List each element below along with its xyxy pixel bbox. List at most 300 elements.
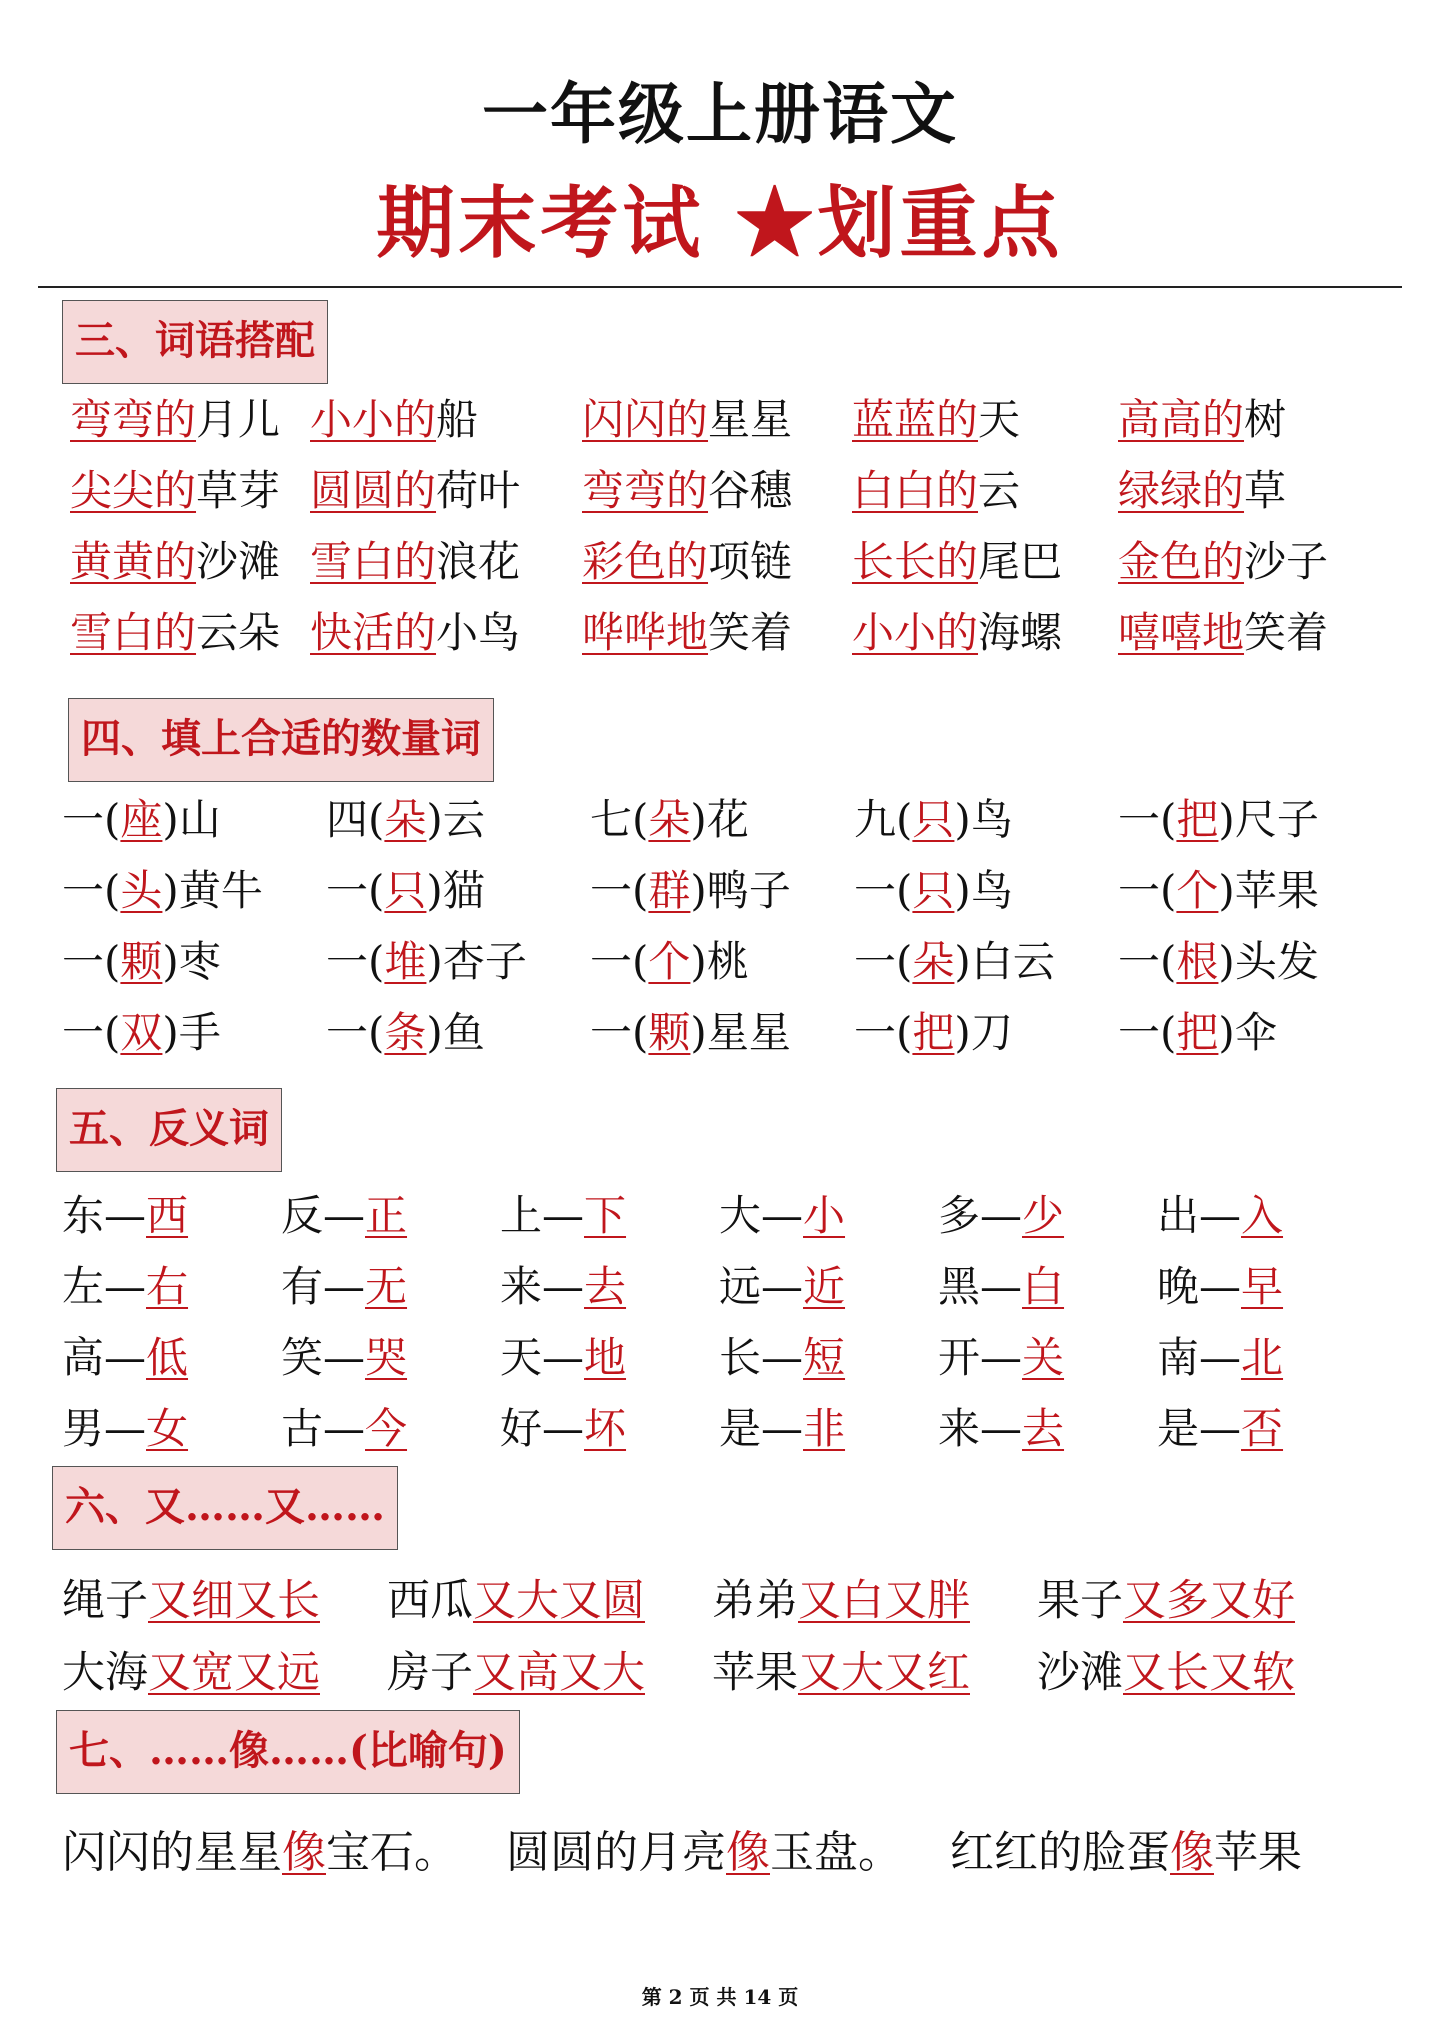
simile-word: 像	[726, 1827, 770, 1878]
word-pair	[1118, 466, 1358, 537]
measure-word-answer: 座	[120, 795, 163, 844]
close-paren: )	[690, 937, 707, 986]
antonym-pair	[62, 1262, 281, 1333]
noun-text: 船	[436, 395, 479, 444]
antonym-answer: 早	[1241, 1262, 1284, 1311]
antonym-pair	[500, 1333, 719, 1404]
section-heading-word-pairing: 三、词语搭配	[62, 300, 328, 384]
measure-word-item	[590, 1008, 854, 1079]
antonym-pair	[281, 1191, 500, 1262]
modifier-answer: 弯弯的	[70, 395, 197, 444]
antonym-pair	[281, 1262, 500, 1333]
phrase-answer: 又白又胖	[798, 1576, 970, 1626]
word-text: 南—	[1157, 1333, 1242, 1382]
antonym-pair	[938, 1262, 1157, 1333]
antonym-pair	[1157, 1404, 1317, 1475]
measure-word-answer: 把	[912, 1008, 955, 1057]
noun-text: 山	[178, 795, 221, 844]
word-text: 黑—	[938, 1262, 1023, 1311]
number-text: 一	[62, 795, 105, 844]
word-text: 开—	[938, 1333, 1023, 1382]
word-text: 来—	[500, 1262, 585, 1311]
subject-text: 圆圆的月亮	[506, 1827, 726, 1878]
measure-word-answer: 只	[912, 866, 955, 915]
number-text: 一	[326, 937, 369, 986]
page-footer: 第 2 页 共 14 页	[641, 1985, 799, 2009]
noun-text: 弟弟	[712, 1576, 798, 1626]
section-heading-measure-words: 四、填上合适的数量词	[68, 698, 494, 782]
noun-text: 沙滩	[196, 537, 281, 586]
modifier-answer: 雪白的	[310, 537, 437, 586]
close-paren: )	[690, 795, 707, 844]
noun-text: 刀	[970, 1008, 1013, 1057]
word-text: 远—	[719, 1262, 804, 1311]
open-paren: (	[104, 1008, 121, 1057]
antonym-pair	[62, 1191, 281, 1262]
noun-text: 星星	[706, 1008, 791, 1057]
antonym-pair	[500, 1262, 719, 1333]
phrase-answer: 又长又软	[1123, 1648, 1295, 1698]
word-text: 左—	[62, 1262, 147, 1311]
modifier-answer: 尖尖的	[70, 466, 197, 515]
open-paren: (	[896, 937, 913, 986]
you-you-item	[1037, 1576, 1317, 1648]
modifier-answer: 蓝蓝的	[852, 395, 979, 444]
word-text: 反—	[281, 1191, 366, 1240]
antonym-pair	[1157, 1191, 1317, 1262]
page-subtitle: 期末考试 ★划重点	[376, 178, 1064, 269]
number-text: 一	[590, 1008, 633, 1057]
noun-text: 房子	[387, 1648, 473, 1698]
close-paren: )	[162, 795, 179, 844]
section-heading-you-you: 六、又……又……	[52, 1466, 398, 1550]
antonym-answer: 入	[1241, 1191, 1284, 1240]
word-pair	[310, 608, 582, 679]
word-pair	[70, 466, 310, 537]
word-pair	[852, 608, 1118, 679]
word-pair	[310, 466, 582, 537]
modifier-answer: 快活的	[310, 608, 437, 657]
antonym-answer: 今	[365, 1404, 408, 1453]
number-text: 一	[1118, 1008, 1161, 1057]
noun-text: 荷叶	[436, 466, 521, 515]
noun-text: 海螺	[978, 608, 1063, 657]
modifier-answer: 弯弯的	[582, 466, 709, 515]
antonym-answer: 非	[803, 1404, 846, 1453]
measure-word-item	[62, 866, 326, 937]
close-paren: )	[954, 866, 971, 915]
open-paren: (	[1160, 1008, 1177, 1057]
noun-text: 猫	[442, 866, 485, 915]
noun-text: 云	[978, 466, 1021, 515]
noun-text: 笑着	[1244, 608, 1329, 657]
measure-word-item	[326, 937, 590, 1008]
number-text: 一	[590, 937, 633, 986]
antonym-answer: 白	[1022, 1262, 1065, 1311]
antonym-answer: 坏	[584, 1404, 627, 1453]
word-text: 东—	[62, 1191, 147, 1240]
modifier-answer: 雪白的	[70, 608, 197, 657]
word-text: 有—	[281, 1262, 366, 1311]
phrase-answer: 又宽又远	[148, 1648, 320, 1698]
noun-text: 云	[442, 795, 485, 844]
simile-word: 像	[1170, 1827, 1214, 1878]
noun-text: 鸭子	[706, 866, 791, 915]
word-pair	[582, 466, 852, 537]
modifier-answer: 小小的	[310, 395, 437, 444]
you-you-grid	[62, 1576, 1317, 1720]
word-text: 出—	[1157, 1191, 1242, 1240]
antonyms-grid	[62, 1191, 1317, 1475]
measure-word-answer: 朵	[912, 937, 955, 986]
word-text: 是—	[719, 1404, 804, 1453]
close-paren: )	[1218, 1008, 1235, 1057]
measure-word-item	[62, 937, 326, 1008]
phrase-answer: 又大又红	[798, 1648, 970, 1698]
noun-text: 浪花	[436, 537, 521, 586]
word-text: 来—	[938, 1404, 1023, 1453]
subject-text: 闪闪的星星	[62, 1827, 282, 1878]
antonym-answer: 否	[1241, 1404, 1284, 1453]
antonym-answer: 去	[1022, 1404, 1065, 1453]
you-you-item	[62, 1576, 387, 1648]
antonym-pair	[719, 1333, 938, 1404]
close-paren: )	[690, 1008, 707, 1057]
antonym-pair	[500, 1191, 719, 1262]
open-paren: (	[896, 866, 913, 915]
antonym-answer: 哭	[365, 1333, 408, 1382]
you-you-item	[387, 1576, 712, 1648]
antonym-pair	[1157, 1333, 1317, 1404]
antonym-pair	[719, 1191, 938, 1262]
close-paren: )	[954, 795, 971, 844]
close-paren: )	[162, 937, 179, 986]
page-title: 一年级上册语文	[482, 75, 958, 153]
phrase-answer: 又细又长	[148, 1576, 320, 1626]
antonym-pair	[938, 1191, 1157, 1262]
close-paren: )	[426, 795, 443, 844]
noun-text: 桃	[706, 937, 749, 986]
phrase-answer: 又高又大	[473, 1648, 645, 1698]
noun-text: 天	[978, 395, 1021, 444]
you-you-item	[712, 1648, 1037, 1720]
close-paren: )	[426, 1008, 443, 1057]
measure-word-item	[1118, 866, 1358, 937]
antonym-pair	[938, 1333, 1157, 1404]
word-pair	[582, 537, 852, 608]
number-text: 一	[326, 866, 369, 915]
open-paren: (	[896, 1008, 913, 1057]
antonym-answer: 近	[803, 1262, 846, 1311]
antonym-pair	[62, 1404, 281, 1475]
close-paren: )	[1218, 866, 1235, 915]
word-text: 天—	[500, 1333, 585, 1382]
word-pair	[1118, 537, 1358, 608]
measure-word-answer: 堆	[384, 937, 427, 986]
phrase-answer: 又多又好	[1123, 1576, 1295, 1626]
noun-text: 树	[1244, 395, 1287, 444]
word-text: 好—	[500, 1404, 585, 1453]
open-paren: (	[368, 795, 385, 844]
measure-word-item	[62, 1008, 326, 1079]
measure-word-item	[62, 795, 326, 866]
modifier-answer: 绿绿的	[1118, 466, 1245, 515]
antonym-answer: 下	[584, 1191, 627, 1240]
noun-text: 鱼	[442, 1008, 485, 1057]
noun-text: 西瓜	[387, 1576, 473, 1626]
antonym-answer: 地	[584, 1333, 627, 1382]
noun-text: 枣	[178, 937, 221, 986]
measure-word-answer: 把	[1176, 1008, 1219, 1057]
word-pair	[852, 466, 1118, 537]
measure-word-item	[326, 1008, 590, 1079]
noun-text: 尺子	[1234, 795, 1319, 844]
noun-text: 大海	[62, 1648, 148, 1698]
word-text: 长—	[719, 1333, 804, 1382]
word-text: 多—	[938, 1191, 1023, 1240]
measure-word-item	[590, 795, 854, 866]
measure-word-answer: 颗	[648, 1008, 691, 1057]
close-paren: )	[690, 866, 707, 915]
modifier-answer: 彩色的	[582, 537, 709, 586]
antonym-answer: 小	[803, 1191, 846, 1240]
antonym-pair	[500, 1404, 719, 1475]
measure-word-item	[326, 795, 590, 866]
section-heading-simile: 七、……像……(比喻句)	[56, 1710, 520, 1794]
close-paren: )	[954, 937, 971, 986]
open-paren: (	[632, 937, 649, 986]
close-paren: )	[1218, 937, 1235, 986]
measure-word-item	[854, 937, 1118, 1008]
noun-text: 云朵	[196, 608, 281, 657]
close-paren: )	[954, 1008, 971, 1057]
measure-word-answer: 双	[120, 1008, 163, 1057]
measure-word-answer: 条	[384, 1008, 427, 1057]
antonym-answer: 正	[365, 1191, 408, 1240]
measure-word-answer: 朵	[384, 795, 427, 844]
word-pair	[70, 395, 310, 466]
antonym-answer: 关	[1022, 1333, 1065, 1382]
antonym-pair	[62, 1333, 281, 1404]
word-pair	[1118, 608, 1358, 679]
noun-text: 谷穗	[708, 466, 793, 515]
antonym-answer: 右	[146, 1262, 189, 1311]
antonym-answer: 无	[365, 1262, 408, 1311]
noun-text: 月儿	[196, 395, 281, 444]
modifier-answer: 黄黄的	[70, 537, 197, 586]
word-text: 高—	[62, 1333, 147, 1382]
antonym-pair	[281, 1333, 500, 1404]
number-text: 一	[62, 866, 105, 915]
word-text: 古—	[281, 1404, 366, 1453]
modifier-answer: 长长的	[852, 537, 979, 586]
noun-text: 苹果	[1234, 866, 1319, 915]
noun-text: 头发	[1234, 937, 1319, 986]
word-pairing-grid	[70, 395, 1358, 679]
noun-text: 苹果	[712, 1648, 798, 1698]
measure-word-item	[326, 866, 590, 937]
word-text: 是—	[1157, 1404, 1242, 1453]
number-text: 一	[854, 866, 897, 915]
measure-word-answer: 个	[648, 937, 691, 986]
close-paren: )	[426, 866, 443, 915]
number-text: 七	[590, 795, 633, 844]
noun-text: 鸟	[970, 866, 1013, 915]
noun-text: 杏子	[442, 937, 527, 986]
word-pair	[70, 608, 310, 679]
noun-text: 绳子	[62, 1576, 148, 1626]
antonym-answer: 女	[146, 1404, 189, 1453]
open-paren: (	[104, 866, 121, 915]
close-paren: )	[1218, 795, 1235, 844]
noun-text: 沙子	[1244, 537, 1329, 586]
antonym-answer: 北	[1241, 1333, 1284, 1382]
measure-word-item	[854, 795, 1118, 866]
measure-word-answer: 只	[384, 866, 427, 915]
number-text: 一	[1118, 866, 1161, 915]
word-pair	[70, 537, 310, 608]
modifier-answer: 金色的	[1118, 537, 1245, 586]
noun-text: 草芽	[196, 466, 281, 515]
number-text: 一	[590, 866, 633, 915]
you-you-item	[1037, 1648, 1317, 1720]
close-paren: )	[162, 866, 179, 915]
noun-text: 小鸟	[436, 608, 521, 657]
object-text: 玉盘。	[770, 1827, 902, 1878]
noun-text: 手	[178, 1008, 221, 1057]
open-paren: (	[632, 866, 649, 915]
measure-word-answer: 群	[648, 866, 691, 915]
measure-word-item	[1118, 795, 1358, 866]
word-pair	[852, 395, 1118, 466]
measure-word-item	[854, 866, 1118, 937]
close-paren: )	[162, 1008, 179, 1057]
word-text: 晚—	[1157, 1262, 1242, 1311]
number-text: 九	[854, 795, 897, 844]
simile-word: 像	[282, 1827, 326, 1878]
measure-word-item	[1118, 937, 1358, 1008]
number-text: 一	[62, 937, 105, 986]
modifier-answer: 圆圆的	[310, 466, 437, 515]
open-paren: (	[368, 866, 385, 915]
open-paren: (	[632, 795, 649, 844]
modifier-answer: 白白的	[852, 466, 979, 515]
word-pair	[852, 537, 1118, 608]
title-divider	[38, 286, 1402, 288]
antonym-pair	[1157, 1262, 1317, 1333]
open-paren: (	[104, 795, 121, 844]
modifier-answer: 小小的	[852, 608, 979, 657]
word-text: 大—	[719, 1191, 804, 1240]
open-paren: (	[1160, 866, 1177, 915]
open-paren: (	[368, 937, 385, 986]
noun-text: 星星	[708, 395, 793, 444]
word-text: 笑—	[281, 1333, 366, 1382]
noun-text: 白云	[970, 937, 1055, 986]
antonym-answer: 去	[584, 1262, 627, 1311]
noun-text: 黄牛	[178, 866, 263, 915]
measure-word-answer: 头	[120, 866, 163, 915]
measure-word-item	[854, 1008, 1118, 1079]
modifier-answer: 闪闪的	[582, 395, 709, 444]
antonym-answer: 西	[146, 1191, 189, 1240]
measure-words-grid	[62, 795, 1358, 1079]
modifier-answer: 高高的	[1118, 395, 1245, 444]
you-you-item	[712, 1576, 1037, 1648]
subject-text: 红红的脸蛋	[950, 1827, 1170, 1878]
modifier-answer: 嘻嘻地	[1118, 608, 1245, 657]
number-text: 一	[854, 937, 897, 986]
measure-word-answer: 颗	[120, 937, 163, 986]
word-pair	[310, 395, 582, 466]
measure-word-answer: 个	[1176, 866, 1219, 915]
number-text: 一	[854, 1008, 897, 1057]
number-text: 一	[326, 1008, 369, 1057]
number-text: 一	[1118, 795, 1161, 844]
object-text: 苹果	[1214, 1827, 1302, 1878]
open-paren: (	[1160, 795, 1177, 844]
measure-word-item	[1118, 1008, 1358, 1079]
measure-word-item	[590, 937, 854, 1008]
word-pair	[582, 608, 852, 679]
noun-text: 项链	[708, 537, 793, 586]
simile-sentence	[506, 1825, 902, 1881]
simile-sentences	[62, 1825, 1350, 1881]
open-paren: (	[104, 937, 121, 986]
measure-word-answer: 只	[912, 795, 955, 844]
measure-word-item	[590, 866, 854, 937]
antonym-pair	[281, 1404, 500, 1475]
measure-word-answer: 根	[1176, 937, 1219, 986]
word-pair	[310, 537, 582, 608]
number-text: 一	[62, 1008, 105, 1057]
measure-word-answer: 把	[1176, 795, 1219, 844]
noun-text: 花	[706, 795, 749, 844]
open-paren: (	[1160, 937, 1177, 986]
measure-word-answer: 朵	[648, 795, 691, 844]
section-heading-antonyms: 五、反义词	[56, 1088, 282, 1172]
open-paren: (	[896, 795, 913, 844]
word-text: 男—	[62, 1404, 147, 1453]
noun-text: 鸟	[970, 795, 1013, 844]
antonym-pair	[938, 1404, 1157, 1475]
antonym-answer: 短	[803, 1333, 846, 1382]
open-paren: (	[368, 1008, 385, 1057]
noun-text: 草	[1244, 466, 1287, 515]
noun-text: 伞	[1234, 1008, 1277, 1057]
simile-sentence	[950, 1825, 1302, 1881]
antonym-pair	[719, 1262, 938, 1333]
simile-sentence	[62, 1825, 458, 1881]
number-text: 四	[326, 795, 369, 844]
noun-text: 果子	[1037, 1576, 1123, 1626]
antonym-answer: 低	[146, 1333, 189, 1382]
close-paren: )	[426, 937, 443, 986]
modifier-answer: 哗哗地	[582, 608, 709, 657]
word-pair	[1118, 395, 1358, 466]
noun-text: 笑着	[708, 608, 793, 657]
object-text: 宝石。	[326, 1827, 458, 1878]
number-text: 一	[1118, 937, 1161, 986]
antonym-pair	[719, 1404, 938, 1475]
antonym-answer: 少	[1022, 1191, 1065, 1240]
phrase-answer: 又大又圆	[473, 1576, 645, 1626]
noun-text: 尾巴	[978, 537, 1063, 586]
word-pair	[582, 395, 852, 466]
open-paren: (	[632, 1008, 649, 1057]
noun-text: 沙滩	[1037, 1648, 1123, 1698]
word-text: 上—	[500, 1191, 585, 1240]
